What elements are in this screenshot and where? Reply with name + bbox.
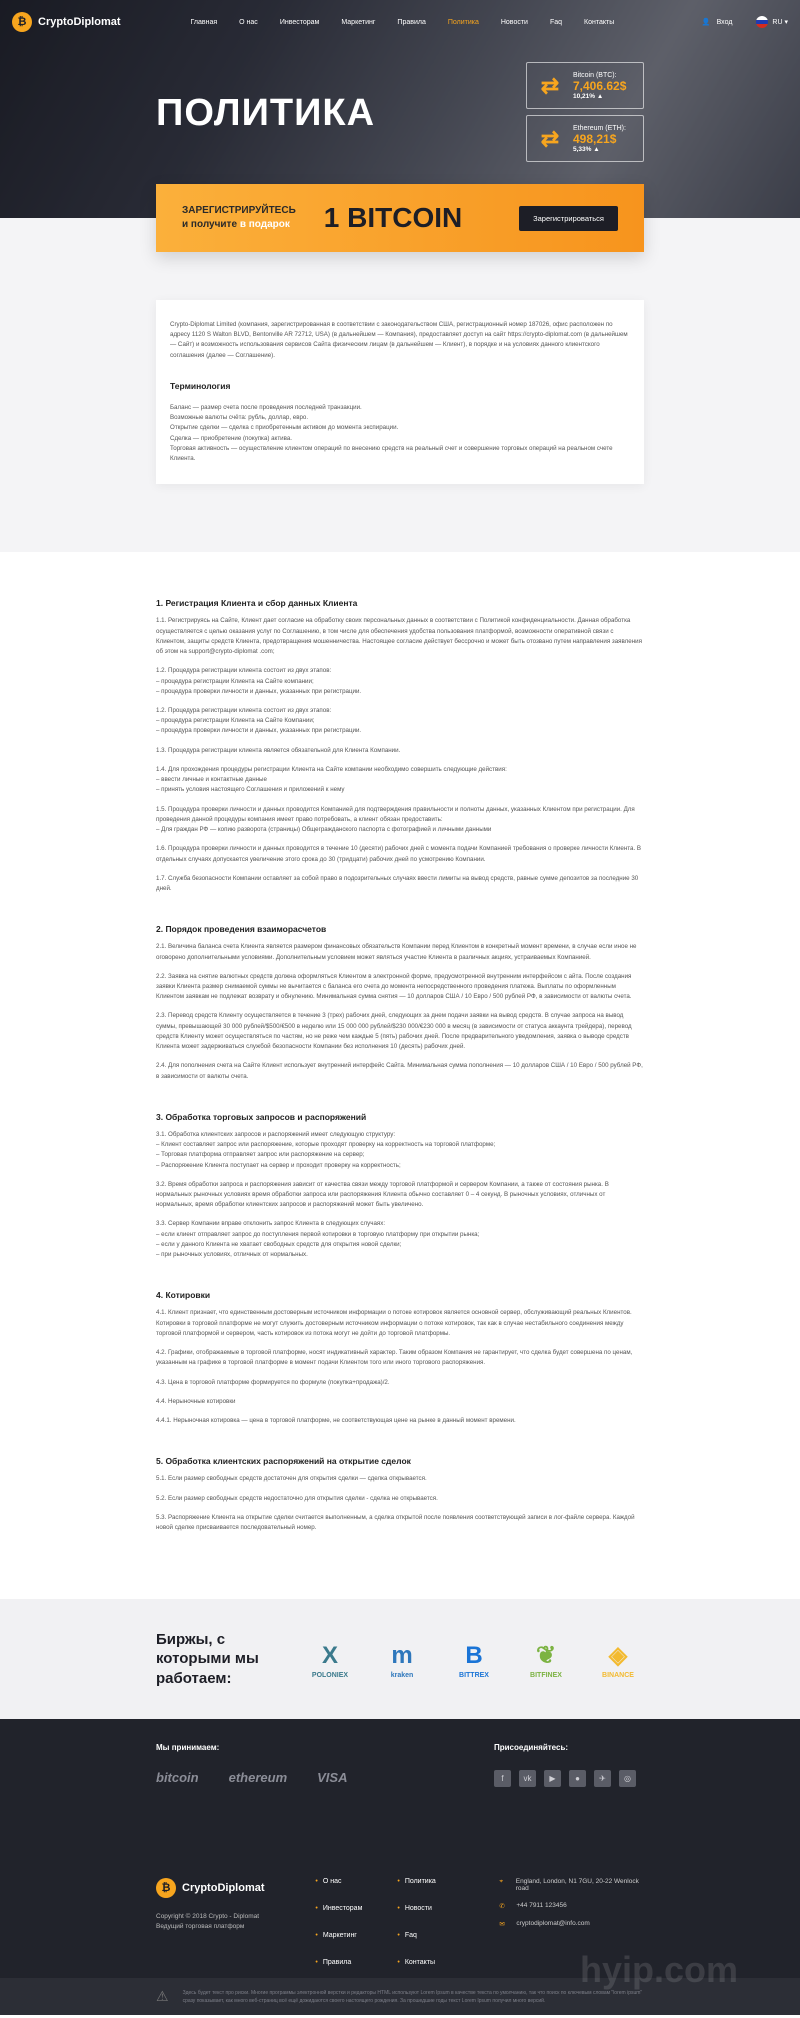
section-paragraph: 1.5. Процедура проверки личности и данных проводится Компанией для подтверждения правильности и полноты данных, указанных Клиентом при регистрации. Для проведения данной процедуры компания имеет право потребовать, а клиент обязан предоставить: – Для граждан РФ — копию разворота (страницы) Общегражданского паспорта с фотографией и личными данными (156, 805, 635, 834)
telegram-icon[interactable]: ✈ (594, 1770, 611, 1787)
arrow-up-icon: ▲ (593, 145, 600, 153)
section-paragraph: 2.3. Перевод средств Клиенту осуществляется в течение 3 (трех) рабочих дней, следующих за днем подачи заявки на вывод средств. В случае запроса на вывод суммы, превышающей 30 000 рублей/$500/€500 в неделю или 15 000 000 рублей/$230 000/€230 000 в месяц (в зависимости от статуса аккаунта трейдера), перевод средств Клиенту может осуществляться по частям, но не реже чем каждые 5 (пять) рабочих дней. После предварительного уведомления, заявка о выводе средств Клиента может задерживаться службой безопасности Компании без исполнения 10 (десять) рабочих дней. (156, 1012, 632, 1051)
term-1: Баланс — размер счета после проведения последней транзакции. (170, 403, 362, 411)
ticker-price: 7,406.62$ (573, 78, 627, 93)
section-title: 5. Обработка клиентских распоряжений на открытие сделок (156, 1456, 411, 1467)
accept-title: Мы принимаем: (156, 1743, 220, 1753)
watermark: hyip.com (579, 1949, 738, 1991)
language-label: RU (772, 18, 783, 26)
section-title: 1. Регистрация Клиента и сбор данных Клиента (156, 598, 358, 609)
partner-logo-kraken (376, 1640, 428, 1679)
footer-logo-text: CryptoDiplomat (182, 1882, 265, 1895)
section-paragraph: 2.2. Заявка на снятие валютных средств должна оформляться Клиентом в электронной форме, предусмотренной внутренним интерфейсом с айта. После создания заявки Клиента размер снимаемой суммы не вычитается с баланса его счета до момента непосредственного проведения платежа. Выплаты по оформленным Клиентом заявкам не подлежат возврату и обнулению. Минимальная сумма снятия — 10 долларов США / 10 Евро / 500 рублей РФ, в зависимости от валюты счета. (156, 972, 632, 1001)
login-label: Вход (716, 18, 733, 26)
partner-icon: m (391, 1641, 413, 1669)
policy-section (156, 1290, 644, 1426)
intro-section (0, 218, 800, 552)
partner-icon: X (321, 1641, 338, 1669)
nav-item-investors[interactable]: Инвесторам (279, 18, 320, 26)
partners-title: Биржы, с которыми мы работаем: (156, 1630, 259, 1687)
partner-name: BITTREX (459, 1671, 489, 1679)
mail-icon: ✉ (499, 1921, 505, 1929)
term-3: Открытие сделки — сделка с приобретенным активом до момента экспирации. (170, 424, 399, 432)
section-title: 4. Котировки (156, 1290, 211, 1301)
address: England, London, N1 7GU, 20-22 Wenlock road (515, 1878, 639, 1893)
section-paragraph: 5.1. Если размер свободных средств достаточен для открытия сделки — сделка открывается. (156, 1475, 427, 1483)
main-menu (191, 19, 615, 26)
bitcoin-logo-icon: ₿ (156, 1878, 176, 1898)
ticker-name: Bitcoin (BTC): (573, 71, 617, 79)
ticker-eth (526, 115, 644, 162)
section-paragraph: 3.1. Обработка клиентских запросов и распоряжений имеет следующую структуру: – Клиент составляет запрос или распоряжение, которые проходят проверку на корректность на торговой платформе; – Торговая платформа отправляет запрос или распоряжение на сервер; – Распоряжение Клиента поступает на сервер и проходит проверку на корректность; (156, 1130, 496, 1169)
partner-name: POLONIEX (311, 1671, 349, 1679)
footer-link-about[interactable]: • О нас (315, 1878, 397, 1897)
partner-logo-binance (592, 1640, 644, 1679)
footer-link-marketing[interactable]: • Маркетинг (315, 1932, 397, 1951)
nav-item-policy[interactable]: Политика (447, 18, 479, 26)
exchange-icon: ⇄ (540, 72, 560, 98)
bitcoin-logo: bitcoin (156, 1770, 199, 1786)
phone[interactable]: +44 7911 123456 (516, 1902, 567, 1910)
exchange-icon: ⇄ (540, 125, 560, 151)
partner-logos (304, 1640, 644, 1679)
nav-item-news[interactable]: Новости (500, 18, 528, 26)
section-paragraph: 4.4. Нерыночные котировки (156, 1397, 236, 1405)
instagram-icon[interactable]: ● (569, 1770, 586, 1787)
payment-logos (156, 1770, 347, 1785)
term-5: Торговая активность — осуществление клиентом операций по внесению средств на реальный счет и совершение торговых операций на реальном счете Клиента. (170, 444, 613, 463)
policy-section (156, 1112, 644, 1261)
policy-section (156, 598, 644, 894)
footer-logo[interactable] (156, 1878, 305, 1898)
language-select[interactable] (756, 16, 788, 28)
page-title: ПОЛИТИКА (156, 92, 376, 134)
partner-name: BINANCE (602, 1671, 634, 1679)
section-paragraph: 4.1. Клиент признает, что единственным достоверным источником информации о потоке котировок является основной сервер, обслуживающий реальных Клиентов. Котировки в торговой платформе не могут служить достоверным источником информации о потоке котировок, так как в случае нестабильного соединения между торговой платформой и сервером, часть котировок из потока могут не дойти до торговой платформы. (156, 1309, 632, 1337)
login-button[interactable] (702, 18, 733, 26)
bitcoin-logo-icon: ₿ (12, 12, 32, 32)
section-title: 2. Порядок проведения взаиморасчетов (156, 924, 327, 935)
partner-logo-bittrex (448, 1640, 500, 1679)
footer-link-rules[interactable]: • Правила (315, 1959, 397, 1978)
section-paragraph: 1.4. Для прохождения процедуры регистрации Клиента на Сайте компании необходимо совершить следующие действия: – ввести личные и контактные данные – принять условия настоящего Соглашения и приложений к нему (156, 765, 507, 794)
promo-headline: 1 BITCOIN (323, 202, 463, 233)
join-title: Присоединяйтесь: (494, 1743, 569, 1753)
footer-link-news[interactable]: • Новости (397, 1905, 479, 1924)
partner-logo-bitfinex (520, 1640, 572, 1679)
section-paragraph: 1.7. Служба безопасности Компании оставляет за собой право в подозрительных случаях ввести лимиты на вывод средств, равные сумме депозитов за последние 30 дней. (156, 874, 639, 893)
promo-line1: ЗАРЕГИСТРИРУЙТЕСЬ (182, 205, 296, 216)
section-paragraph: 1.2. Процедура регистрации клиента состоит из двух этапов: – процедура регистрации Клиента на Сайте компании; – процедура проверки личности и данных, указанных при регистрации. (156, 667, 362, 695)
footer-link-investors[interactable]: • Инвесторам (315, 1905, 397, 1924)
term-4: Сделка — приобретение (покупка) актива. (170, 434, 293, 442)
section-paragraph: 1.2. Процедура регистрации клиента состоит из двух этапов: – процедура регистрации Клиента на Сайте Компании; – процедура проверки личности и данных, указанных при регистрации. (156, 706, 362, 735)
partner-logo-poloniex (304, 1640, 356, 1679)
disclaimer-text: Здесь будет текст про риски. Многие программы электронной верстки и редакторы HTML используют Lorem Ipsum в качестве текста по умолчанию, так что поиск по ключевым словам "lorem ipsum" сразу показывает, как много веб-страниц всё ещё дожидаются своего настоящего рождения. За прошедшие годы текст Lorem Ipsum получил много версий. (182, 1989, 643, 2004)
nav-item-rules[interactable]: Правила (397, 18, 426, 26)
section-paragraph: 4.3. Цена в торговой платформе формируется по формуле (покупка+продажа)/2. (156, 1378, 390, 1386)
footer-link-contacts[interactable]: • Контакты (397, 1959, 479, 1978)
section-paragraph: 1.1. Регистрируясь на Сайте, Клиент дает согласие на обработку своих персональных данных в соответствии с Политикой конфиденциальности. Данная обработка осуществляется с целью оказания услуг по Соглашению, в том числе для обеспечения удобства пользования платформой, возможности оперативной связи с Клиентом, защиты средств Клиента, предотвращения мошенничества. Настоящее согласие действует бессрочно и может быть отозвано путем направления заявления об этом на support@crypto-diplomat .com; (156, 617, 642, 656)
ticker-btc (526, 62, 644, 109)
partner-name: BITFINEX (530, 1671, 562, 1679)
footer-link-policy[interactable]: • Политика (397, 1878, 479, 1897)
section-paragraph: 4.2. Графики, отображаемые в торговой платформе, носят индикативный характер. Таким образом Компания не гарантирует, что сделка будет совершена по ценам, указанным на графике в торговой платформе в момент подачи Клиентом того или иного торгового распоряжения. (156, 1349, 633, 1367)
russia-flag-icon (756, 16, 768, 28)
visa-logo: VISA (317, 1770, 348, 1786)
partner-icon: ❦ (535, 1641, 557, 1669)
section-paragraph: 3.2. Время обработки запроса и распоряжения зависит от качества связи между торговой платформой и сервером Компании, а также от состояния рынка. В нормальных рыночных условиях время обработки запроса или распоряжения Клиента обычно составляет 0 – 4 секунд. В рыночных условиях, отличных от нормальных, время обработки клиентских запросов и распоряжений может быть увеличено. (156, 1180, 609, 1209)
warning-icon: ⚠ (156, 1988, 169, 2005)
section-paragraph: 5.2. Если размер свободных средств недостаточно для открытия сделки - сделка не открывается. (156, 1494, 438, 1502)
ethereum-logo: ethereum (228, 1770, 288, 1786)
nav-item-about[interactable]: О нас (239, 18, 258, 26)
section-title: 3. Обработка торговых запросов и распоряжений (156, 1111, 367, 1122)
ticker-name: Ethereum (ETH): (573, 124, 626, 132)
terminology-title: Терминология (170, 380, 231, 391)
promo-text (182, 204, 296, 232)
copyright: Copyright © 2018 Crypto - Diplomat (156, 1913, 260, 1921)
partners-section (0, 1599, 800, 1719)
vk-icon[interactable]: vk (519, 1770, 536, 1787)
skype-icon[interactable]: ◎ (619, 1770, 636, 1787)
footer-menu (315, 1878, 479, 1978)
register-button[interactable]: Зарегистрироваться (519, 206, 618, 231)
section-paragraph: 2.1. Величина баланса счета Клиента является размером финансовых обязательств Компании перед Клиентом в конкретный момент времени, в случае если иное не оговорено дополнительными условиями. Дополнительным условием может являться участие Клиента в различных акциях, устраиваемых Компанией. (156, 943, 637, 961)
phone-icon: ✆ (499, 1903, 505, 1911)
ticker-change: 5,33% (573, 145, 592, 153)
facebook-icon[interactable]: f (494, 1770, 511, 1787)
email[interactable]: cryptodiplomat@info.com (516, 1920, 590, 1928)
location-icon: ⌖ (499, 1878, 504, 1886)
promo-line2b: в подарок (239, 219, 290, 230)
ticker-price: 498,21$ (573, 131, 617, 146)
section-paragraph: 1.6. Процедура проверки личности и данных проводится в течение 10 (десяти) рабочих дней с момента подачи Компанией требования о проверке личности Клиента. В отдельных случаях допускается увеличение этого срока до 30 (тридцати) рабочих дней по усмотрению Компании. (156, 845, 642, 863)
user-icon: 👤 (701, 19, 711, 26)
section-paragraph: 4.4.1. Нерыночная котировка — цена в торговой платформе, не соответствующая цене на рынке в данный момент времени. (156, 1417, 516, 1425)
intro-card (156, 300, 644, 484)
term-2: Возможные валюты счёта: рубль, доллар, евро. (170, 414, 309, 422)
promo-line2a: и получите (182, 219, 238, 230)
policy-section (156, 1456, 644, 1533)
ticker-change: 10,21% (573, 92, 596, 100)
youtube-icon[interactable]: ▶ (544, 1770, 561, 1787)
policy-content (156, 552, 644, 1599)
policy-section (156, 924, 644, 1082)
nav-item-marketing[interactable]: Маркетинг (341, 18, 376, 26)
nav-item-contacts[interactable]: Контакты (584, 18, 615, 26)
tagline: Ведущий торговая платформ (156, 1922, 245, 1930)
logo-text: CryptoDiplomat (38, 16, 121, 28)
section-paragraph: 2.4. Для пополнения счета на Сайте Клиент использует внутренний интерфейс Сайта. Минимальная сумма пополнения — 10 долларов США / 10 Евро / 500 рублей РФ, в зависимости от валюты счета. (156, 1062, 643, 1080)
footer-link-faq[interactable]: • Faq (397, 1932, 479, 1951)
logo[interactable] (12, 12, 121, 32)
partner-name: kraken (390, 1671, 414, 1679)
chevron-down-icon: ▾ (784, 18, 788, 26)
top-nav (0, 0, 800, 44)
partner-icon: ◈ (608, 1641, 628, 1669)
section-paragraph: 5.3. Распоряжение Клиента на открытие сделки считается выполненным, а сделка открытой после появления соответствующей записи в лог-файле сервера. Каждой новой сделке присваивается последовательный номер. (156, 1513, 635, 1531)
nav-item-home[interactable]: Главная (190, 18, 218, 26)
nav-item-faq[interactable]: Faq (549, 18, 563, 26)
section-paragraph: 3.3. Сервер Компании вправе отклонить запрос Клиента в следующих случаях: – если клиент отправляет запрос до поступления первой котировки в торговую платформу при открытии рынка; – если у данного Клиента не хватает свободных средств для открытия новой сделки; – при рыночных условиях, отличных от нормальных. (156, 1220, 480, 1259)
promo-banner (156, 184, 644, 252)
section-paragraph: 1.3. Процедура регистрации клиента является обязательной для Клиента Компании. (156, 746, 401, 754)
footer (0, 1719, 800, 2015)
arrow-up-icon: ▲ (596, 92, 604, 100)
intro-text: Crypto-Diplomat Limited (компания, зарегистрированная в соответствии с законодательством США, регистрационный номер 187026, офис расположен по адресу 1120 S Walton BLVD, Bentonville AR 72712, USA) (в дальнейшем — Компания), предоставляет доступ на сайт https://crypto-diplomat.com (в дальнейшем — Сайт) и возможность использования сервисов Сайта физическим лицам (в дальнейшем — Клиент), в порядке и на условиях данного клиентского соглашения (далее — Соглашение). (170, 321, 628, 359)
partner-icon: B (465, 1641, 483, 1669)
